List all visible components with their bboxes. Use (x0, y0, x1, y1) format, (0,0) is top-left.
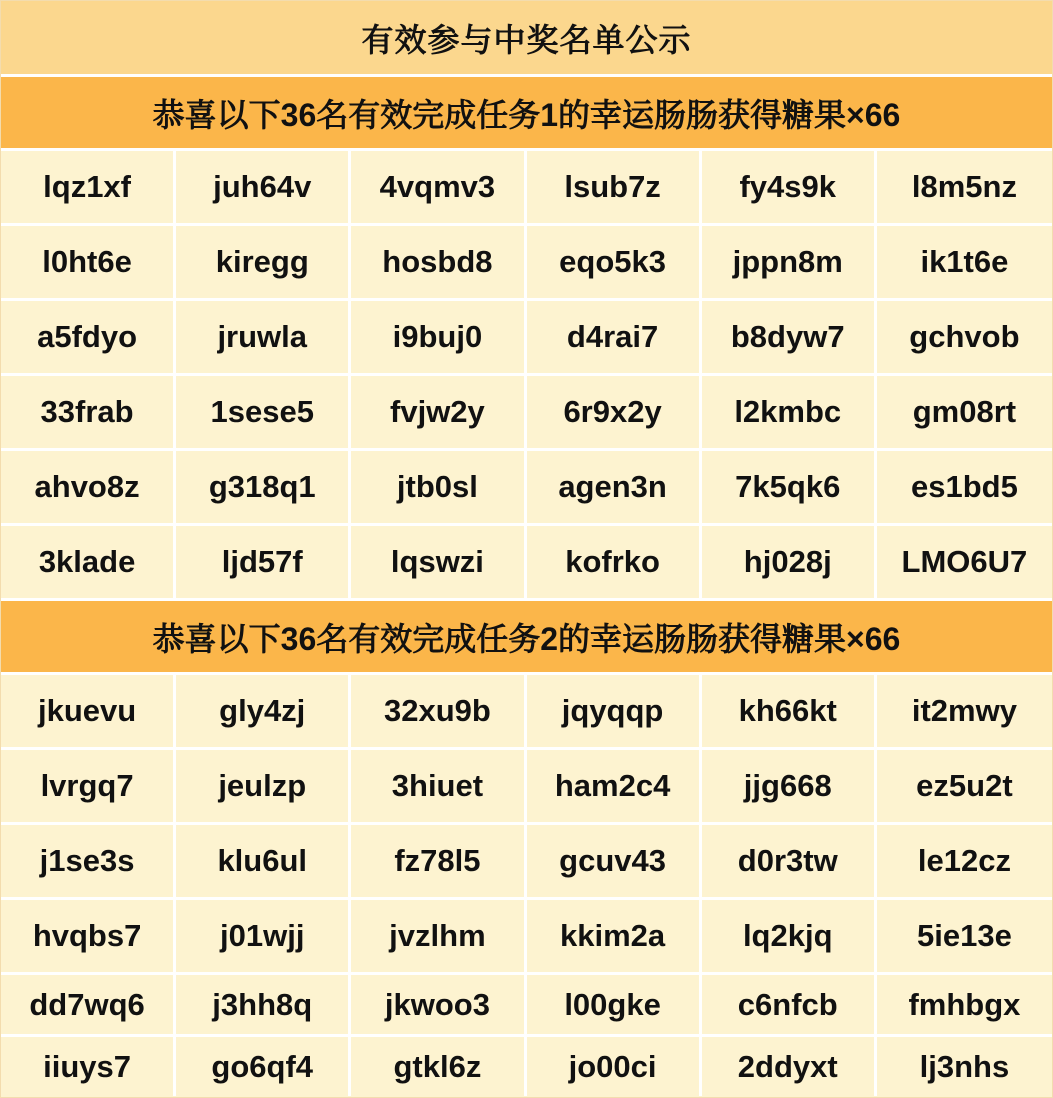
winner-name-cell: es1bd5 (877, 451, 1052, 526)
winner-name-cell: fy4s9k (702, 151, 877, 226)
winner-grid-task-1 (1, 151, 1052, 601)
winner-name-cell: 32xu9b (351, 675, 526, 750)
winner-name-cell: lj3nhs (877, 1037, 1052, 1096)
winner-name-cell: l0ht6e (1, 226, 176, 301)
winner-name-cell: kh66kt (702, 675, 877, 750)
winner-name-cell: hj028j (702, 526, 877, 601)
winner-name-cell: jo00ci (527, 1037, 702, 1096)
winner-name-cell: gchvob (877, 301, 1052, 376)
winner-name-cell: 7k5qk6 (702, 451, 877, 526)
winner-name-cell: i9buj0 (351, 301, 526, 376)
page-title: 有效参与中奖名单公示 (1, 1, 1052, 77)
winner-name-cell: gcuv43 (527, 825, 702, 900)
winner-name-cell: dd7wq6 (1, 975, 176, 1037)
winner-name-cell: go6qf4 (176, 1037, 351, 1096)
winner-name-cell: l00gke (527, 975, 702, 1037)
winner-name-cell: 4vqmv3 (351, 151, 526, 226)
winner-name-cell: 6r9x2y (527, 376, 702, 451)
winner-name-cell: a5fdyo (1, 301, 176, 376)
winner-name-cell: fz78l5 (351, 825, 526, 900)
winner-name-cell: kofrko (527, 526, 702, 601)
winner-name-cell: d4rai7 (527, 301, 702, 376)
winner-name-cell: 2ddyxt (702, 1037, 877, 1096)
winner-name-cell: eqo5k3 (527, 226, 702, 301)
winner-name-cell: j01wjj (176, 900, 351, 975)
winner-name-cell: agen3n (527, 451, 702, 526)
winner-name-cell: 3hiuet (351, 750, 526, 825)
winner-name-cell: jppn8m (702, 226, 877, 301)
winner-name-cell: jqyqqp (527, 675, 702, 750)
winner-name-cell: ahvo8z (1, 451, 176, 526)
section-heading-task-1: 恭喜以下36名有效完成任务1的幸运肠肠获得糖果×66 (1, 77, 1052, 151)
winner-name-cell: d0r3tw (702, 825, 877, 900)
winner-name-cell: b8dyw7 (702, 301, 877, 376)
winner-name-cell: 3klade (1, 526, 176, 601)
winner-name-cell: LMO6U7 (877, 526, 1052, 601)
winner-name-cell: gm08rt (877, 376, 1052, 451)
winner-name-cell: klu6ul (176, 825, 351, 900)
winner-name-cell: lvrgq7 (1, 750, 176, 825)
winner-grid-task-2 (1, 675, 1052, 1096)
winner-name-cell: 5ie13e (877, 900, 1052, 975)
winner-name-cell: it2mwy (877, 675, 1052, 750)
winner-name-cell: lq2kjq (702, 900, 877, 975)
winner-name-cell: jvzlhm (351, 900, 526, 975)
winner-name-cell: fmhbgx (877, 975, 1052, 1037)
winner-name-cell: fvjw2y (351, 376, 526, 451)
winner-name-cell: jjg668 (702, 750, 877, 825)
winner-name-cell: 33frab (1, 376, 176, 451)
winner-name-cell: l8m5nz (877, 151, 1052, 226)
winner-name-cell: jkwoo3 (351, 975, 526, 1037)
winner-name-cell: jkuevu (1, 675, 176, 750)
winner-name-cell: gtkl6z (351, 1037, 526, 1096)
winner-name-cell: lqz1xf (1, 151, 176, 226)
winner-name-cell: lqswzi (351, 526, 526, 601)
winner-name-cell: le12cz (877, 825, 1052, 900)
section-heading-task-2: 恭喜以下36名有效完成任务2的幸运肠肠获得糖果×66 (1, 601, 1052, 675)
winner-name-cell: ez5u2t (877, 750, 1052, 825)
winner-name-cell: juh64v (176, 151, 351, 226)
winner-name-cell: g318q1 (176, 451, 351, 526)
winner-name-cell: hvqbs7 (1, 900, 176, 975)
winner-name-cell: iiuys7 (1, 1037, 176, 1096)
winner-name-cell: j3hh8q (176, 975, 351, 1037)
winner-name-cell: ik1t6e (877, 226, 1052, 301)
winner-name-cell: kiregg (176, 226, 351, 301)
winner-name-cell: kkim2a (527, 900, 702, 975)
winner-name-cell: jruwla (176, 301, 351, 376)
winner-name-cell: ljd57f (176, 526, 351, 601)
winner-name-cell: jtb0sl (351, 451, 526, 526)
winner-name-cell: gly4zj (176, 675, 351, 750)
winner-name-cell: hosbd8 (351, 226, 526, 301)
winner-name-cell: lsub7z (527, 151, 702, 226)
winner-name-cell: l2kmbc (702, 376, 877, 451)
winner-name-cell: c6nfcb (702, 975, 877, 1037)
winner-name-cell: 1sese5 (176, 376, 351, 451)
winner-name-cell: jeulzp (176, 750, 351, 825)
winner-name-cell: ham2c4 (527, 750, 702, 825)
winner-name-cell: j1se3s (1, 825, 176, 900)
